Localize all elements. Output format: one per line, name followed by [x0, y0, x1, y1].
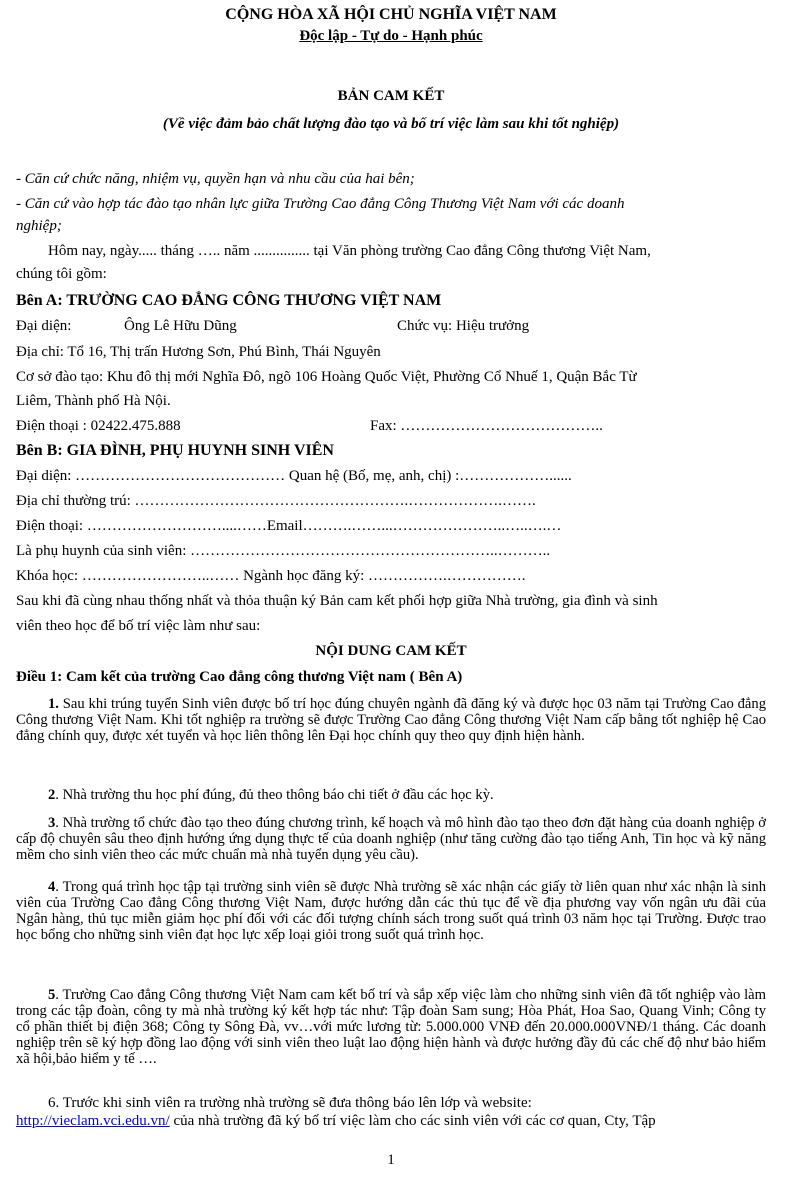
party-b-parent-of: Là phụ huynh của sinh viên: ……………………………………………………..……….. — [16, 543, 551, 559]
party-b-residence: Địa chỉ thường trú: ……………………………………………….……………….……. — [16, 493, 536, 509]
item-5-number: 5 — [48, 987, 56, 1003]
basis-2-line-1: - Căn cứ vào hợp tác đào tạo nhân lực giữa Trường Cao đẳng Công Thương Việt Nam với các doanh — [16, 196, 625, 212]
agreement-line-2: viên theo học để bố trí việc làm như sau: — [16, 618, 261, 634]
party-a-position: Chức vụ: Hiệu trưởng — [397, 318, 530, 334]
party-a-heading: Bên A: TRƯỜNG CAO ĐẲNG CÔNG THƯƠNG VIỆT NAM — [16, 292, 442, 309]
party-a-rep-label: Đại diện: — [16, 318, 72, 334]
item-4-number: 4 — [48, 879, 56, 895]
national-title: CỘNG HÒA XÃ HỘI CHỦ NGHĨA VIỆT NAM — [225, 6, 557, 23]
meeting-line-2: chúng tôi gồm: — [16, 266, 107, 282]
article-1-heading: Điều 1: Cam kết của trường Cao đẳng công thương Việt nam ( Bên A) — [16, 669, 463, 685]
item-1-number: 1. — [48, 696, 59, 712]
item-3-text: . Nhà trường tổ chức đào tạo theo đúng chương trình, kế hoạch và mô hình đào tạo theo đơn đặt hàng của doanh nghiệp ở cấp độ chuyên sâu theo định hướng ứng dụng thực tế của doanh nghiệp (như tăng cường đào tạo tiếng Anh, Tin học và kỹ năng mềm cho sinh viên theo các mức chuẩn mà nhà tuyển dụng yêu cầu). — [16, 815, 766, 863]
party-b-course: Khóa học: ……………………..…… Ngành học đăng ký: …………….……………. — [16, 568, 526, 584]
content-heading: NỘI DUNG CAM KẾT — [315, 643, 467, 659]
item-1-text: Sau khi trúng tuyển Sinh viên được bố trí học đúng chuyên ngành đã đăng ký và được học 03 năm tại Trường Cao đẳng Công thương Việt Nam. Khi tốt nghiệp ra trường sẽ được Trường Cao đẳng Công thương Việt Nam cấp bằng tốt nghiệp hệ Cao đẳng chính quy, được xét tuyển và học liên thông lên Đại học chính quy theo quy định hiện hành. — [16, 696, 766, 744]
party-a-campus-line-1: Cơ sở đào tạo: Khu đô thị mới Nghĩa Đô, ngõ 106 Hoàng Quốc Việt, Phường Cổ Nhuế 1, Quận Bắc Từ — [16, 369, 637, 385]
motto-text: Độc lập - Tự do - Hạnh phúc — [299, 28, 483, 44]
page-number: 1 — [387, 1152, 395, 1168]
item-2-number: 2 — [48, 787, 56, 803]
party-a-campus-line-2: Liêm, Thành phố Hà Nội. — [16, 393, 171, 409]
agreement-line-1: Sau khi đã cùng nhau thống nhất và thỏa thuận ký Bản cam kết phối hợp giữa Nhà trường, gia đình và sinh — [16, 593, 658, 609]
party-b-phone-email: Điện thoại: ………………………....……Email……….……...…………………..…..….… — [16, 518, 562, 534]
party-a-fax: Fax: ………………………………….. — [370, 418, 603, 434]
doc-subtitle: (Về việc đảm bảo chất lượng đào tạo và bố trí việc làm sau khi tốt nghiệp) — [162, 116, 620, 132]
party-a-phone: Điện thoại : 02422.475.888 — [16, 418, 181, 434]
basis-1: - Căn cứ chức năng, nhiệm vụ, quyền hạn và nhu cầu của hai bên; — [16, 171, 415, 187]
item-4-text: . Trong quá trình học tập tại trường sinh viên sẽ được Nhà trường sẽ xác nhận các giấy tờ liên quan như xác nhận là sinh viên của Trường Cao đẳng Công thương Việt Nam, được hướng dẫn các thủ tục để về địa phương vay vốn ngân ưu đãi của Ngân hàng, thủ tục miễn giảm học phí đối với các đối tượng chính sách trong suốt quá trình 03 năm học tại Trường. Được trao học bổng cho những sinh viên đạt học lực xếp loại giỏi trong suốt quá trình học. — [16, 879, 766, 943]
party-a-rep-name: Ông Lê Hữu Dũng — [124, 318, 237, 334]
item-6-line-2-text: của nhà trường đã ký bố trí việc làm cho các sinh viên với các cơ quan, Cty, Tập — [169, 1113, 656, 1129]
meeting-line-1: Hôm nay, ngày..... tháng ….. năm ............... tại Văn phòng trường Cao đẳng Công thương Việt Nam, — [48, 243, 651, 259]
item-6-line-1: 6. Trước khi sinh viên ra trường nhà trường sẽ đưa thông báo lên lớp và website: — [48, 1095, 532, 1111]
item-5-text: . Trường Cao đẳng Công thương Việt Nam cam kết bố trí và sắp xếp việc làm cho những sinh viên đã tốt nghiệp vào làm trong các tập đoàn, công ty mà nhà trường ký kết hợp tác như: Tập đoàn Sam sung; Hòa Phát, Hoa Sao, Quang Vinh; Công ty cổ phần thiết bị điện 368; Công ty Sông Đà, vv…với mức lương từ: 5.000.000 VNĐ đến 20.000.000VNĐ/1 tháng. Các doanh nghiệp trên sẽ ký hợp đồng lao động với sinh viên theo luật lao động hiện hành và được hưởng đầy đủ các chế độ như bảo hiểm xã hội,bảo hiểm y tế …. — [16, 987, 766, 1067]
party-a-address: Địa chỉ: Tổ 16, Thị trấn Hương Sơn, Phú Bình, Thái Nguyên — [16, 344, 381, 360]
party-b-heading: Bên B: GIA ĐÌNH, PHỤ HUYNH SINH VIÊN — [16, 442, 334, 459]
item-2-text: . Nhà trường thu học phí đúng, đủ theo thông báo chi tiết ở đầu các học kỳ. — [55, 787, 494, 803]
party-b-rep: Đại diện: …………………………………… Quan hệ (Bố, mẹ, anh, chị) :………………...... — [16, 468, 572, 484]
item-3-number: 3 — [48, 815, 56, 831]
motto — [16, 28, 766, 45]
job-website-link[interactable]: http://vieclam.vci.edu.vn/ — [16, 1113, 170, 1129]
commitment-item-3 — [16, 815, 766, 863]
commitment-item-5 — [16, 987, 766, 1067]
commitment-item-2 — [16, 787, 766, 803]
basis-2-line-2: nghiệp; — [16, 218, 62, 234]
commitment-item-1 — [16, 696, 766, 744]
commitment-item-4 — [16, 879, 766, 943]
doc-title: BẢN CAM KẾT — [337, 88, 445, 104]
item-6-line-2 — [16, 1113, 766, 1130]
